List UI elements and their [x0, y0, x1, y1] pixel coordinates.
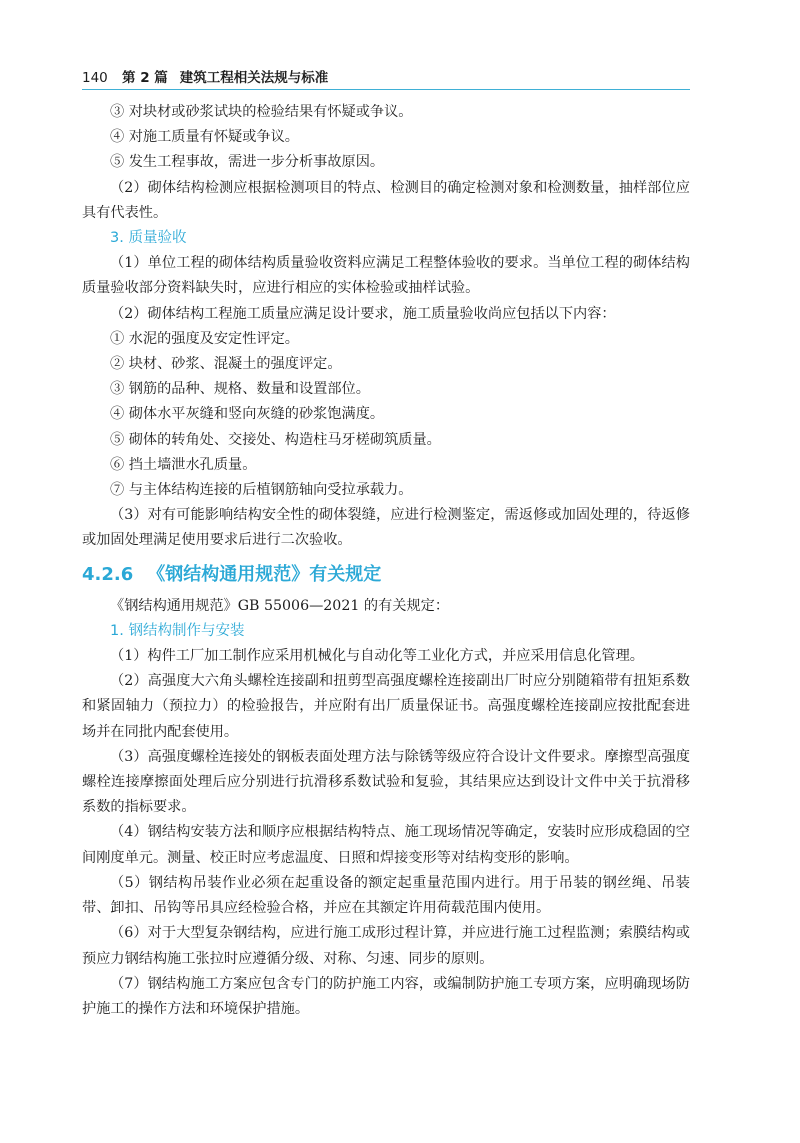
paragraph: （2）砌体结构工程施工质量应满足设计要求，施工质量验收尚应包括以下内容： [110, 305, 616, 322]
list-item: ④ 对施工质量有怀疑或争议。 [110, 129, 299, 146]
page-body [82, 100, 690, 1022]
list-item: ⑦ 与主体结构连接的后植钢筋轴向受拉承载力。 [110, 482, 413, 499]
list-item: ④ 砌体水平灰缝和竖向灰缝的砂浆饱满度。 [110, 406, 385, 423]
paragraph: （5）钢结构吊装作业必须在起重设备的额定起重量范围内进行。用于吊装的钢丝绳、吊装带、卸扣、吊钩等吊具应经检验合格，并应在其额定许用荷载范围内使用。 [82, 874, 690, 917]
list-item: ① 水泥的强度及安定性评定。 [110, 330, 299, 347]
subheading-steel-fabrication: 1. 钢结构制作与安装 [110, 622, 245, 639]
paragraph: （1）单位工程的砌体结构质量验收资料应满足工程整体验收的要求。当单位工程的砌体结构质量验收部分资料缺失时，应进行相应的实体检验或抽样试验。 [82, 255, 690, 297]
paragraph: （2）高强度大六角头螺栓连接副和扭剪型高强度螺栓连接副出厂时应分别随箱带有扭矩系数和紧固轴力（预拉力）的检验报告，并应附有出厂质量保证书。高强度螺栓连接副应按批配套进场并在同批内配套使用。 [82, 673, 690, 740]
subheading-quality-acceptance: 3. 质量验收 [110, 230, 187, 247]
header-divider [82, 89, 690, 90]
running-header [82, 66, 690, 88]
section-heading [82, 562, 690, 588]
list-item: ⑤ 砌体的转角处、交接处、构造柱马牙槎砌筑质量。 [110, 431, 441, 448]
paragraph: （2）砌体结构检测应根据检测项目的特点、检测目的确定检测对象和检测数量，抽样部位应具有代表性。 [82, 179, 690, 221]
part-title: 建筑工程相关法规与标准 [179, 70, 329, 86]
paragraph: （4）钢结构安装方法和顺序应根据结构特点、施工现场情况等确定，安装时应形成稳固的空间刚度单元。测量、校正时应考虑温度、日照和焊接变形等对结构变形的影响。 [82, 824, 690, 866]
section-number: 4.2.6 [82, 563, 134, 585]
section-title: 《钢结构通用规范》有关规定 [147, 563, 382, 585]
list-item: ⑤ 发生工程事故，需进一步分析事故原因。 [110, 154, 385, 171]
list-item: ③ 对块材或砂浆试块的检验结果有怀疑或争议。 [110, 104, 413, 120]
list-item: ② 块材、砂浆、混凝土的强度评定。 [110, 356, 342, 373]
page-number: 140 [82, 70, 108, 86]
paragraph: （3）高强度螺栓连接处的钢板表面处理方法与除锈等级应符合设计文件要求。摩擦型高强度螺栓连接摩擦面处理后应分别进行抗滑移系数试验和复验，其结果应达到设计文件中关于抗滑移系数的指标要求。 [82, 748, 690, 816]
paragraph: （6）对于大型复杂钢结构，应进行施工成形过程计算，并应进行施工过程监测；索膜结构或预应力钢结构施工张拉时应遵循分级、对称、匀速、同步的原则。 [82, 925, 690, 967]
intro-paragraph: 《钢结构通用规范》GB 55006—2021 的有关规定： [110, 597, 450, 614]
list-item: ③ 钢筋的品种、规格、数量和设置部位。 [110, 381, 370, 398]
list-item: ⑥ 挡土墙泄水孔质量。 [110, 456, 257, 473]
paragraph: （1）构件工厂加工制作应采用机械化与自动化等工业化方式，并应采用信息化管理。 [110, 648, 644, 665]
paragraph: （7）钢结构施工方案应包含专门的防护施工内容，或编制防护施工专项方案，应明确现场防护施工的操作方法和环境保护措施。 [82, 975, 690, 1017]
part-label: 第 2 篇 [122, 70, 168, 86]
paragraph: （3）对有可能影响结构安全性的砌体裂缝，应进行检测鉴定，需返修或加固处理的，待返修或加固处理满足使用要求后进行二次验收。 [82, 507, 690, 549]
